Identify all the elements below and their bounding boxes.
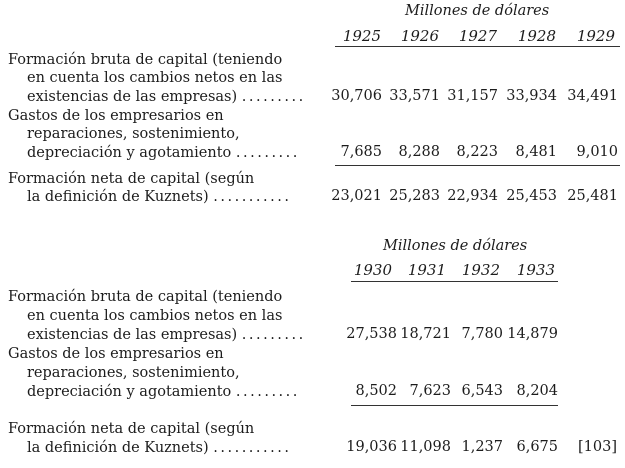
dot-leader: ......... xyxy=(235,384,300,400)
table2-unit-header: Millones de dólares xyxy=(383,238,528,254)
table1-unit-header: Millones de dólares xyxy=(405,3,550,19)
table2-year-header: 1930 xyxy=(353,261,392,279)
table1-year-header: 1927 xyxy=(458,27,497,45)
table1-row-label xyxy=(8,144,300,162)
table2-row-label: reparaciones, sostenimiento, xyxy=(27,365,240,381)
table1-subtotal-rule xyxy=(335,165,620,166)
table2-cell: 1,237 xyxy=(461,439,503,455)
table2-year-header: 1932 xyxy=(461,261,500,279)
table2-year-header: 1931 xyxy=(407,261,446,279)
table1-cell: 31,157 xyxy=(447,88,498,104)
table1-year-header: 1925 xyxy=(342,27,381,45)
table1-cell: 33,571 xyxy=(389,88,440,104)
table1-row-label xyxy=(8,188,291,206)
row-label-text: existencias de las empresas) xyxy=(27,327,238,343)
table1-row-label: Formación bruta de capital (teniendo xyxy=(8,52,283,68)
table2-cell: 19,036 xyxy=(346,439,397,455)
table2-cell: 7,780 xyxy=(461,326,503,342)
table1-cell: 8,288 xyxy=(398,144,440,160)
table1-cell: 25,283 xyxy=(389,188,440,204)
table2-row-label: Formación neta de capital (según xyxy=(8,421,255,437)
table1-cell: 8,223 xyxy=(456,144,498,160)
table1-header-rule xyxy=(335,46,620,47)
table2-cell: 6,675 xyxy=(516,439,558,455)
table2-subtotal-rule xyxy=(351,405,558,406)
table2-cell: 7,623 xyxy=(409,383,451,399)
dot-leader: ........... xyxy=(213,440,292,456)
row-label-text: depreciación y agotamiento xyxy=(27,145,232,161)
row-label-text: la definición de Kuznets) xyxy=(27,440,209,456)
table2-row-label: en cuenta los cambios netos en las xyxy=(27,308,283,324)
table1-cell: 25,453 xyxy=(506,188,557,204)
row-label-text: la definición de Kuznets) xyxy=(27,189,209,205)
table1-row-label: Formación neta de capital (según xyxy=(8,171,255,187)
table1-row-label: en cuenta los cambios netos en las xyxy=(27,70,283,86)
table1-row-label xyxy=(8,88,306,106)
table1-row-label: reparaciones, sostenimiento, xyxy=(27,126,240,142)
table2-row-label xyxy=(8,439,291,457)
dot-leader: ......... xyxy=(235,145,300,161)
table1-year-header: 1926 xyxy=(400,27,439,45)
page-marker: [103] xyxy=(578,439,617,455)
table1-cell: 9,010 xyxy=(576,144,618,160)
table2-cell: 6,543 xyxy=(461,383,503,399)
table1-cell: 7,685 xyxy=(340,144,382,160)
table2-cell: 27,538 xyxy=(346,326,397,342)
table2-row-label: Formación bruta de capital (teniendo xyxy=(8,289,283,305)
dot-leader: ......... xyxy=(241,327,306,343)
table2-row-label xyxy=(8,326,306,344)
dot-leader: ........... xyxy=(213,189,292,205)
table1-cell: 30,706 xyxy=(331,88,382,104)
table1-year-header: 1929 xyxy=(576,27,615,45)
table1-cell: 34,491 xyxy=(567,88,618,104)
table2-row-label xyxy=(8,383,300,401)
table2-row-label: Gastos de los empresarios en xyxy=(8,346,224,362)
table1-cell: 33,934 xyxy=(506,88,557,104)
table2-cell: 8,204 xyxy=(516,383,558,399)
table2-year-header: 1933 xyxy=(516,261,555,279)
table1-cell: 25,481 xyxy=(567,188,618,204)
table1-cell: 8,481 xyxy=(515,144,557,160)
table1-row-label: Gastos de los empresarios en xyxy=(8,108,224,124)
table2-cell: 14,879 xyxy=(507,326,558,342)
table1-year-header: 1928 xyxy=(517,27,556,45)
table2-header-rule xyxy=(351,281,558,282)
table2-cell: 8,502 xyxy=(355,383,397,399)
table2-cell: 18,721 xyxy=(400,326,451,342)
table1-cell: 22,934 xyxy=(447,188,498,204)
row-label-text: existencias de las empresas) xyxy=(27,89,238,105)
table2-cell: 11,098 xyxy=(400,439,451,455)
row-label-text: depreciación y agotamiento xyxy=(27,384,232,400)
table1-cell: 23,021 xyxy=(331,188,382,204)
dot-leader: ......... xyxy=(241,89,306,105)
